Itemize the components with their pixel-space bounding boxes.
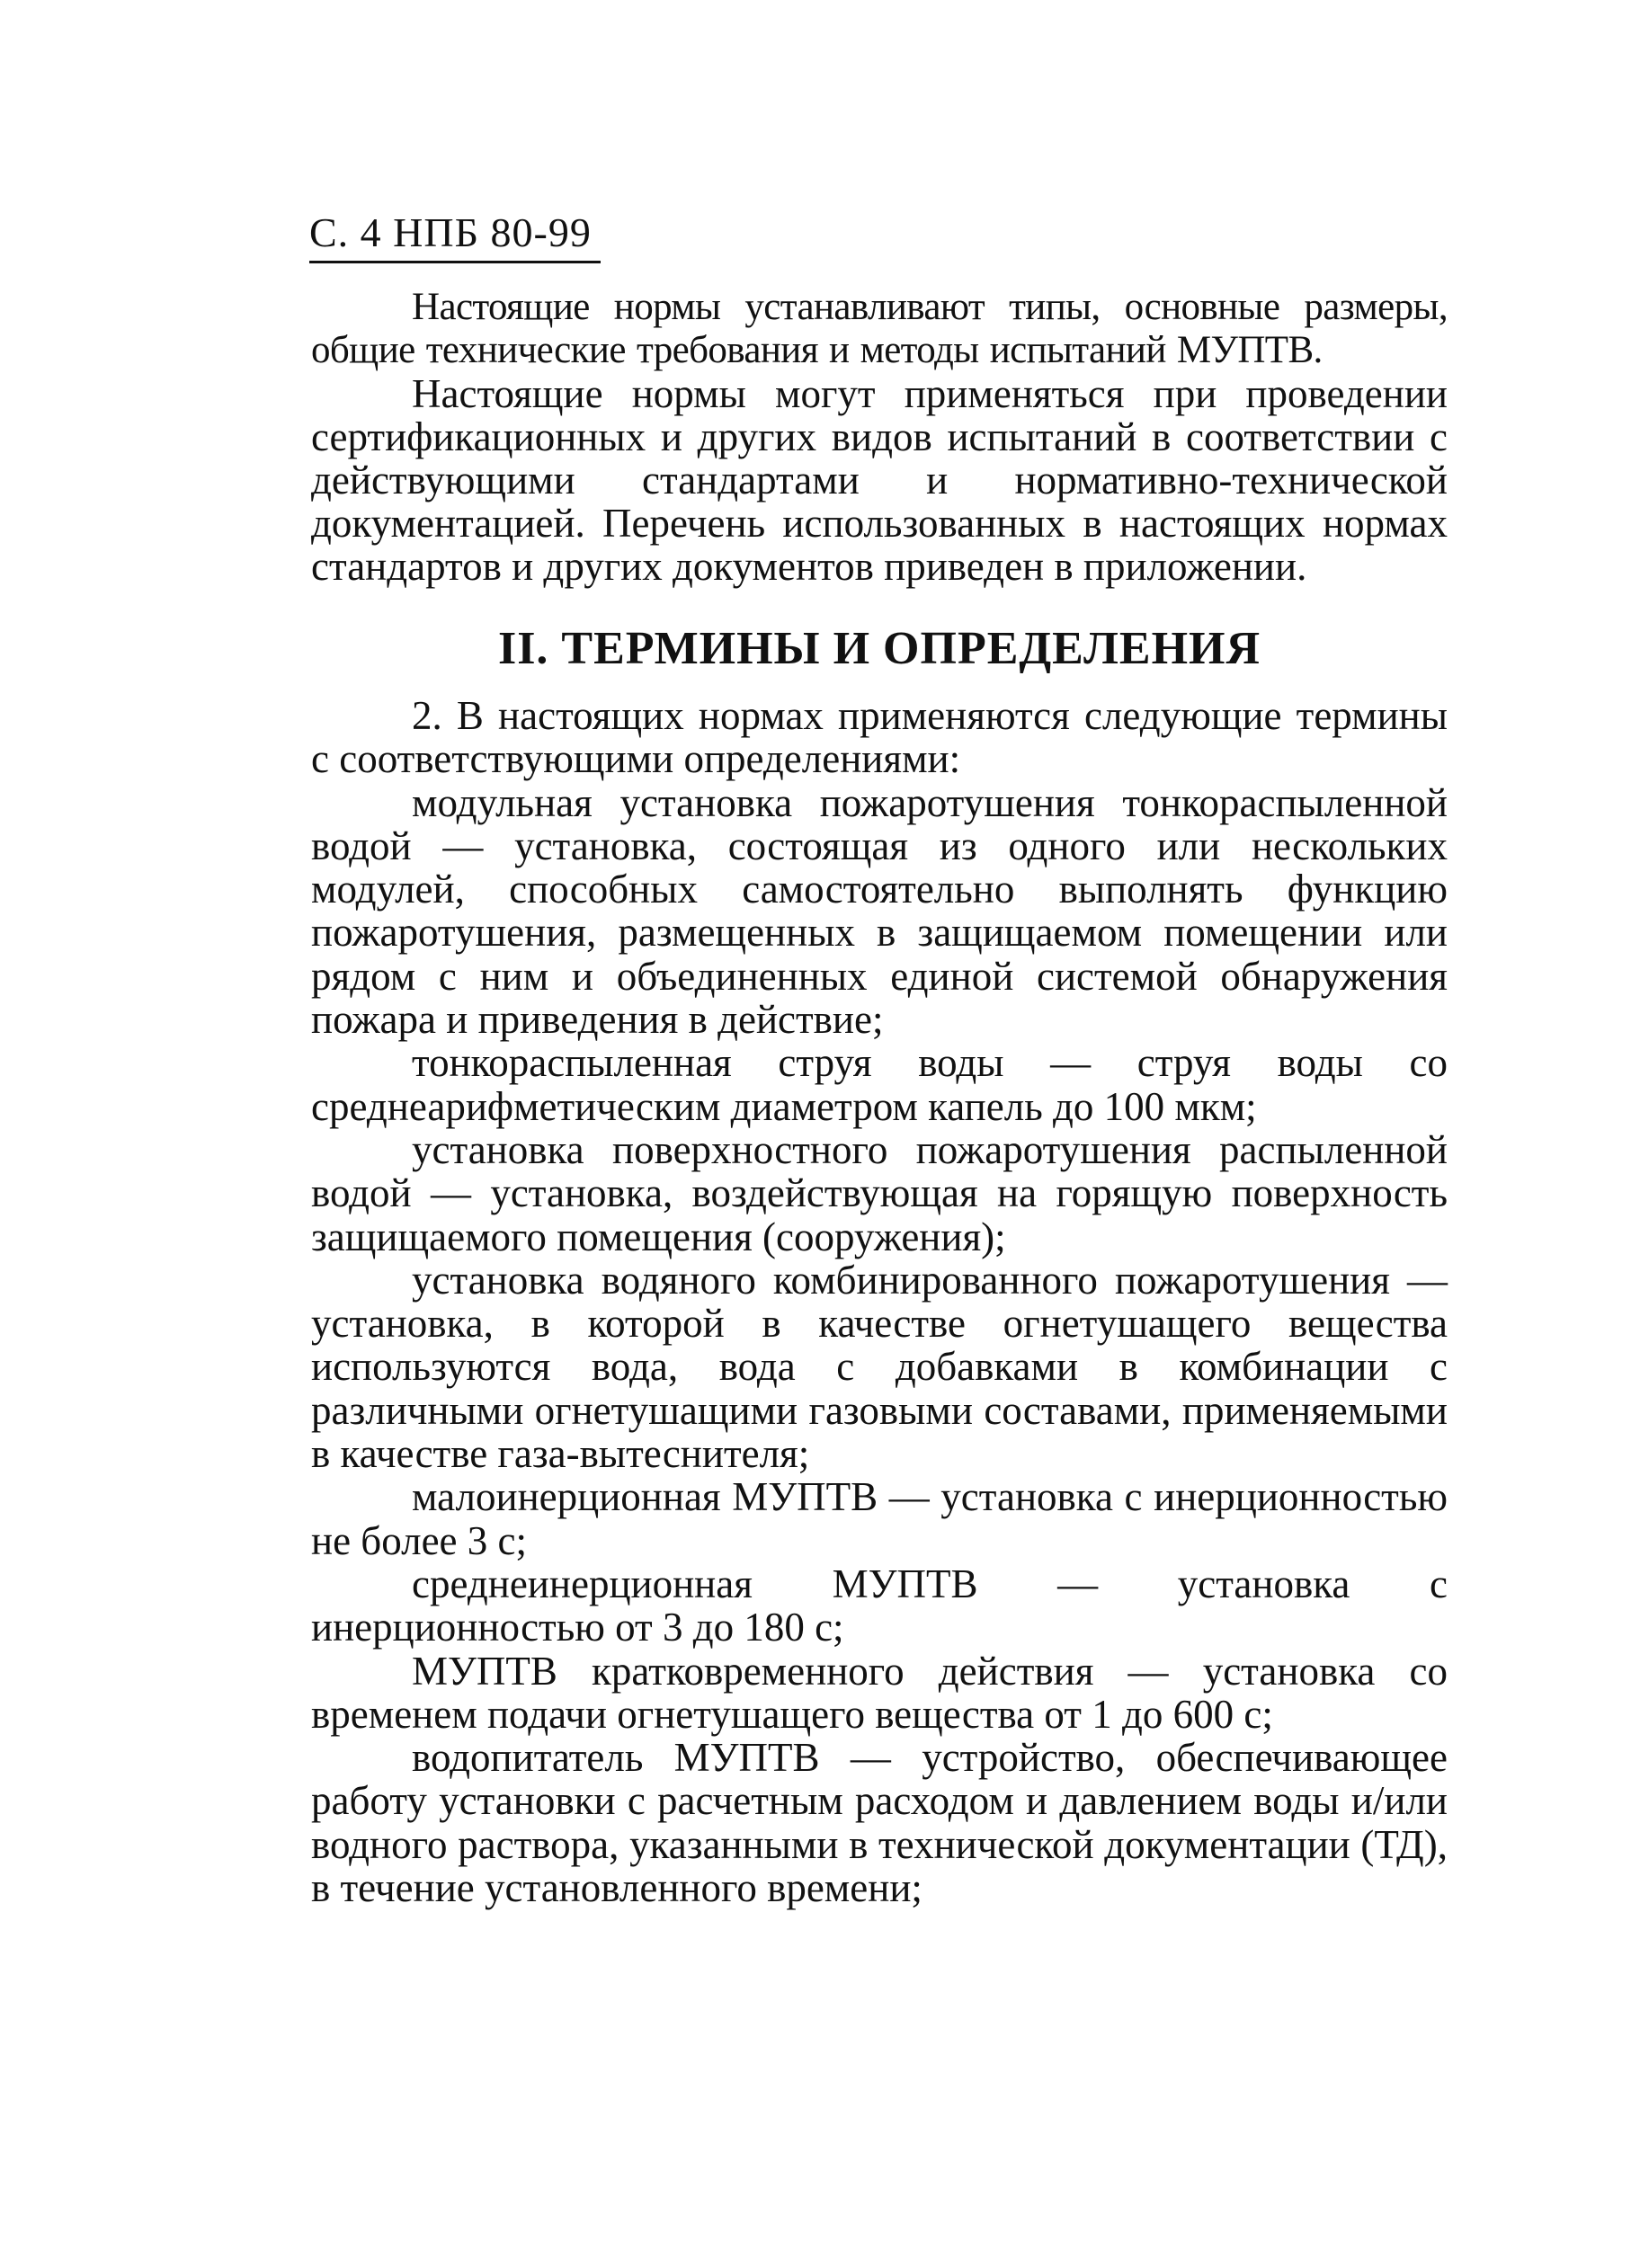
term-definition: тонкораспыленная струя воды — струя воды со среднеарифметическим диаметром капель до 100 мкм; <box>311 1040 1448 1129</box>
terms-block <box>311 694 1448 1909</box>
term-definition: малоинерционная МУПТВ — установка с инерционностью не более 3 с; <box>311 1474 1448 1563</box>
term-definition: установка поверхностного пожаротушения распыленной водой — установка, воздействующая на горящую поверхность защищаемого помещения (сооружения); <box>311 1126 1448 1259</box>
term-definition: установка водяного комбинированного пожаротушения — установка, в которой в качестве огнетушащего вещества используются вода, вода с добавками в комбинации с различными огнетушащими газовыми составами, применяемыми в качестве газа-вытеснителя; <box>311 1257 1448 1477</box>
term-definition: среднеинерционная МУПТВ — установка с инерционностью от 3 до 180 с; <box>311 1561 1448 1650</box>
intro-paragraph-2: Настоящие нормы могут применяться при проведении сертификационных и других видов испытаний в соответствии с действующими стандартами и нормативно-технической документацией. Перечень использованных в настоящих нормах стандартов и других документов приведен в приложении. <box>311 371 1448 589</box>
intro-paragraph-1: Настоящие нормы устанавливают типы, основные размеры, общие технические требования и методы испытаний МУПТВ. <box>311 286 1448 371</box>
term-definition: МУПТВ кратковременного действия — установка со временем подачи огнетушащего вещества от 1 до 600 с; <box>311 1648 1448 1737</box>
intro-block <box>311 286 1448 588</box>
terms-intro-paragraph: 2. В настоящих нормах применяются следующие термины с соответствующими определениями: <box>311 693 1448 782</box>
section-heading: II. ТЕРМИНЫ И ОПРЕДЕЛЕНИЯ <box>497 623 1261 674</box>
running-header: С. 4 НПБ 80-99 <box>309 209 601 263</box>
term-definition: модульная установка пожаротушения тонкораспыленной водой — установка, состоящая из одного или нескольких модулей, способных самостоятельно выполнять функцию пожаротушения, размещенных в защищаемом помещении или рядом с ним и объединенных единой системой обнаружения пожара и приведения в действие; <box>311 779 1448 1043</box>
term-definition: водопитатель МУПТВ — устройство, обеспечивающее работу установки с расчетным расходом и давлением воды и/или водного раствора, указанными в технической документации (ТД), в течение установленного времени; <box>311 1735 1448 1911</box>
